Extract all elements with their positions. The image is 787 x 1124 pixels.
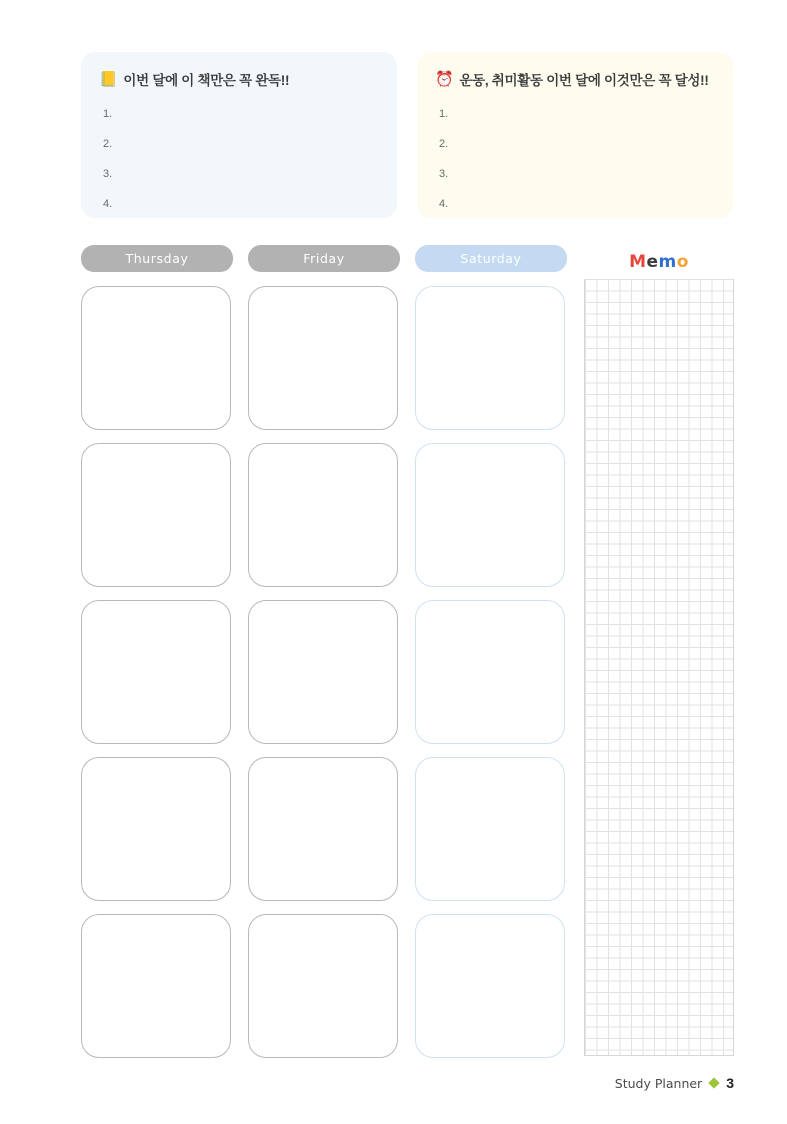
goal-activity-title-text: 운동, 취미활동 이번 달에 이것만은 꼭 달성!! [459,73,709,88]
day-header-thursday: Thursday [81,245,233,272]
day-cells-friday [248,286,400,1058]
memo-title [629,252,689,272]
day-cell[interactable] [248,914,398,1058]
memo-title-letter: o [676,252,689,272]
day-cell[interactable] [415,286,565,430]
day-cell[interactable] [81,443,231,587]
day-column-friday [248,245,400,1071]
day-cell[interactable] [81,914,231,1058]
alarm-clock-icon: ⏰ [435,70,454,88]
day-cell[interactable] [415,600,565,744]
day-cell[interactable] [415,757,565,901]
goal-books-line[interactable]: 1. [103,108,113,120]
day-cell[interactable] [81,286,231,430]
goal-activity-lines [439,102,715,222]
goal-books-line[interactable]: 4. [103,198,113,210]
day-cell[interactable] [248,600,398,744]
day-header-friday: Friday [248,245,400,272]
memo-grid-area[interactable] [584,279,734,1056]
notebook-icon: 📒 [99,70,118,88]
goal-books-title [99,69,289,89]
day-cell[interactable] [415,914,565,1058]
day-cell[interactable] [248,757,398,901]
memo-title-letter: e [646,252,659,272]
goal-books-line[interactable]: 2. [103,138,113,150]
day-header-saturday: Saturday [415,245,567,272]
day-cell[interactable] [248,286,398,430]
day-column-saturday [415,245,567,1071]
goal-activity-line[interactable]: 4. [439,198,449,210]
footer-label: Study Planner [614,1075,703,1091]
memo-title-letter: m [658,252,677,272]
day-cell[interactable] [81,757,231,901]
day-column-thursday [81,245,233,1071]
page-number: 3 [726,1075,734,1091]
day-cell[interactable] [415,443,565,587]
goal-activity-line[interactable]: 2. [439,138,449,150]
goal-box-activity [417,52,733,218]
goal-activity-title [435,69,709,89]
day-cell[interactable] [248,443,398,587]
goal-books-title-text: 이번 달에 이 책만은 꼭 완독!! [123,73,290,88]
memo-title-letter: M [629,252,647,272]
day-cells-saturday [415,286,567,1058]
memo-title-wrap [584,245,734,280]
footer [0,1075,787,1091]
goal-books-lines [103,102,379,222]
memo-panel [584,245,734,1056]
goal-books-line[interactable]: 3. [103,168,113,180]
goal-box-books [81,52,397,218]
goal-activity-line[interactable]: 1. [439,108,449,120]
diamond-icon [709,1077,720,1088]
goal-activity-line[interactable]: 3. [439,168,449,180]
day-cells-thursday [81,286,233,1058]
day-cell[interactable] [81,600,231,744]
